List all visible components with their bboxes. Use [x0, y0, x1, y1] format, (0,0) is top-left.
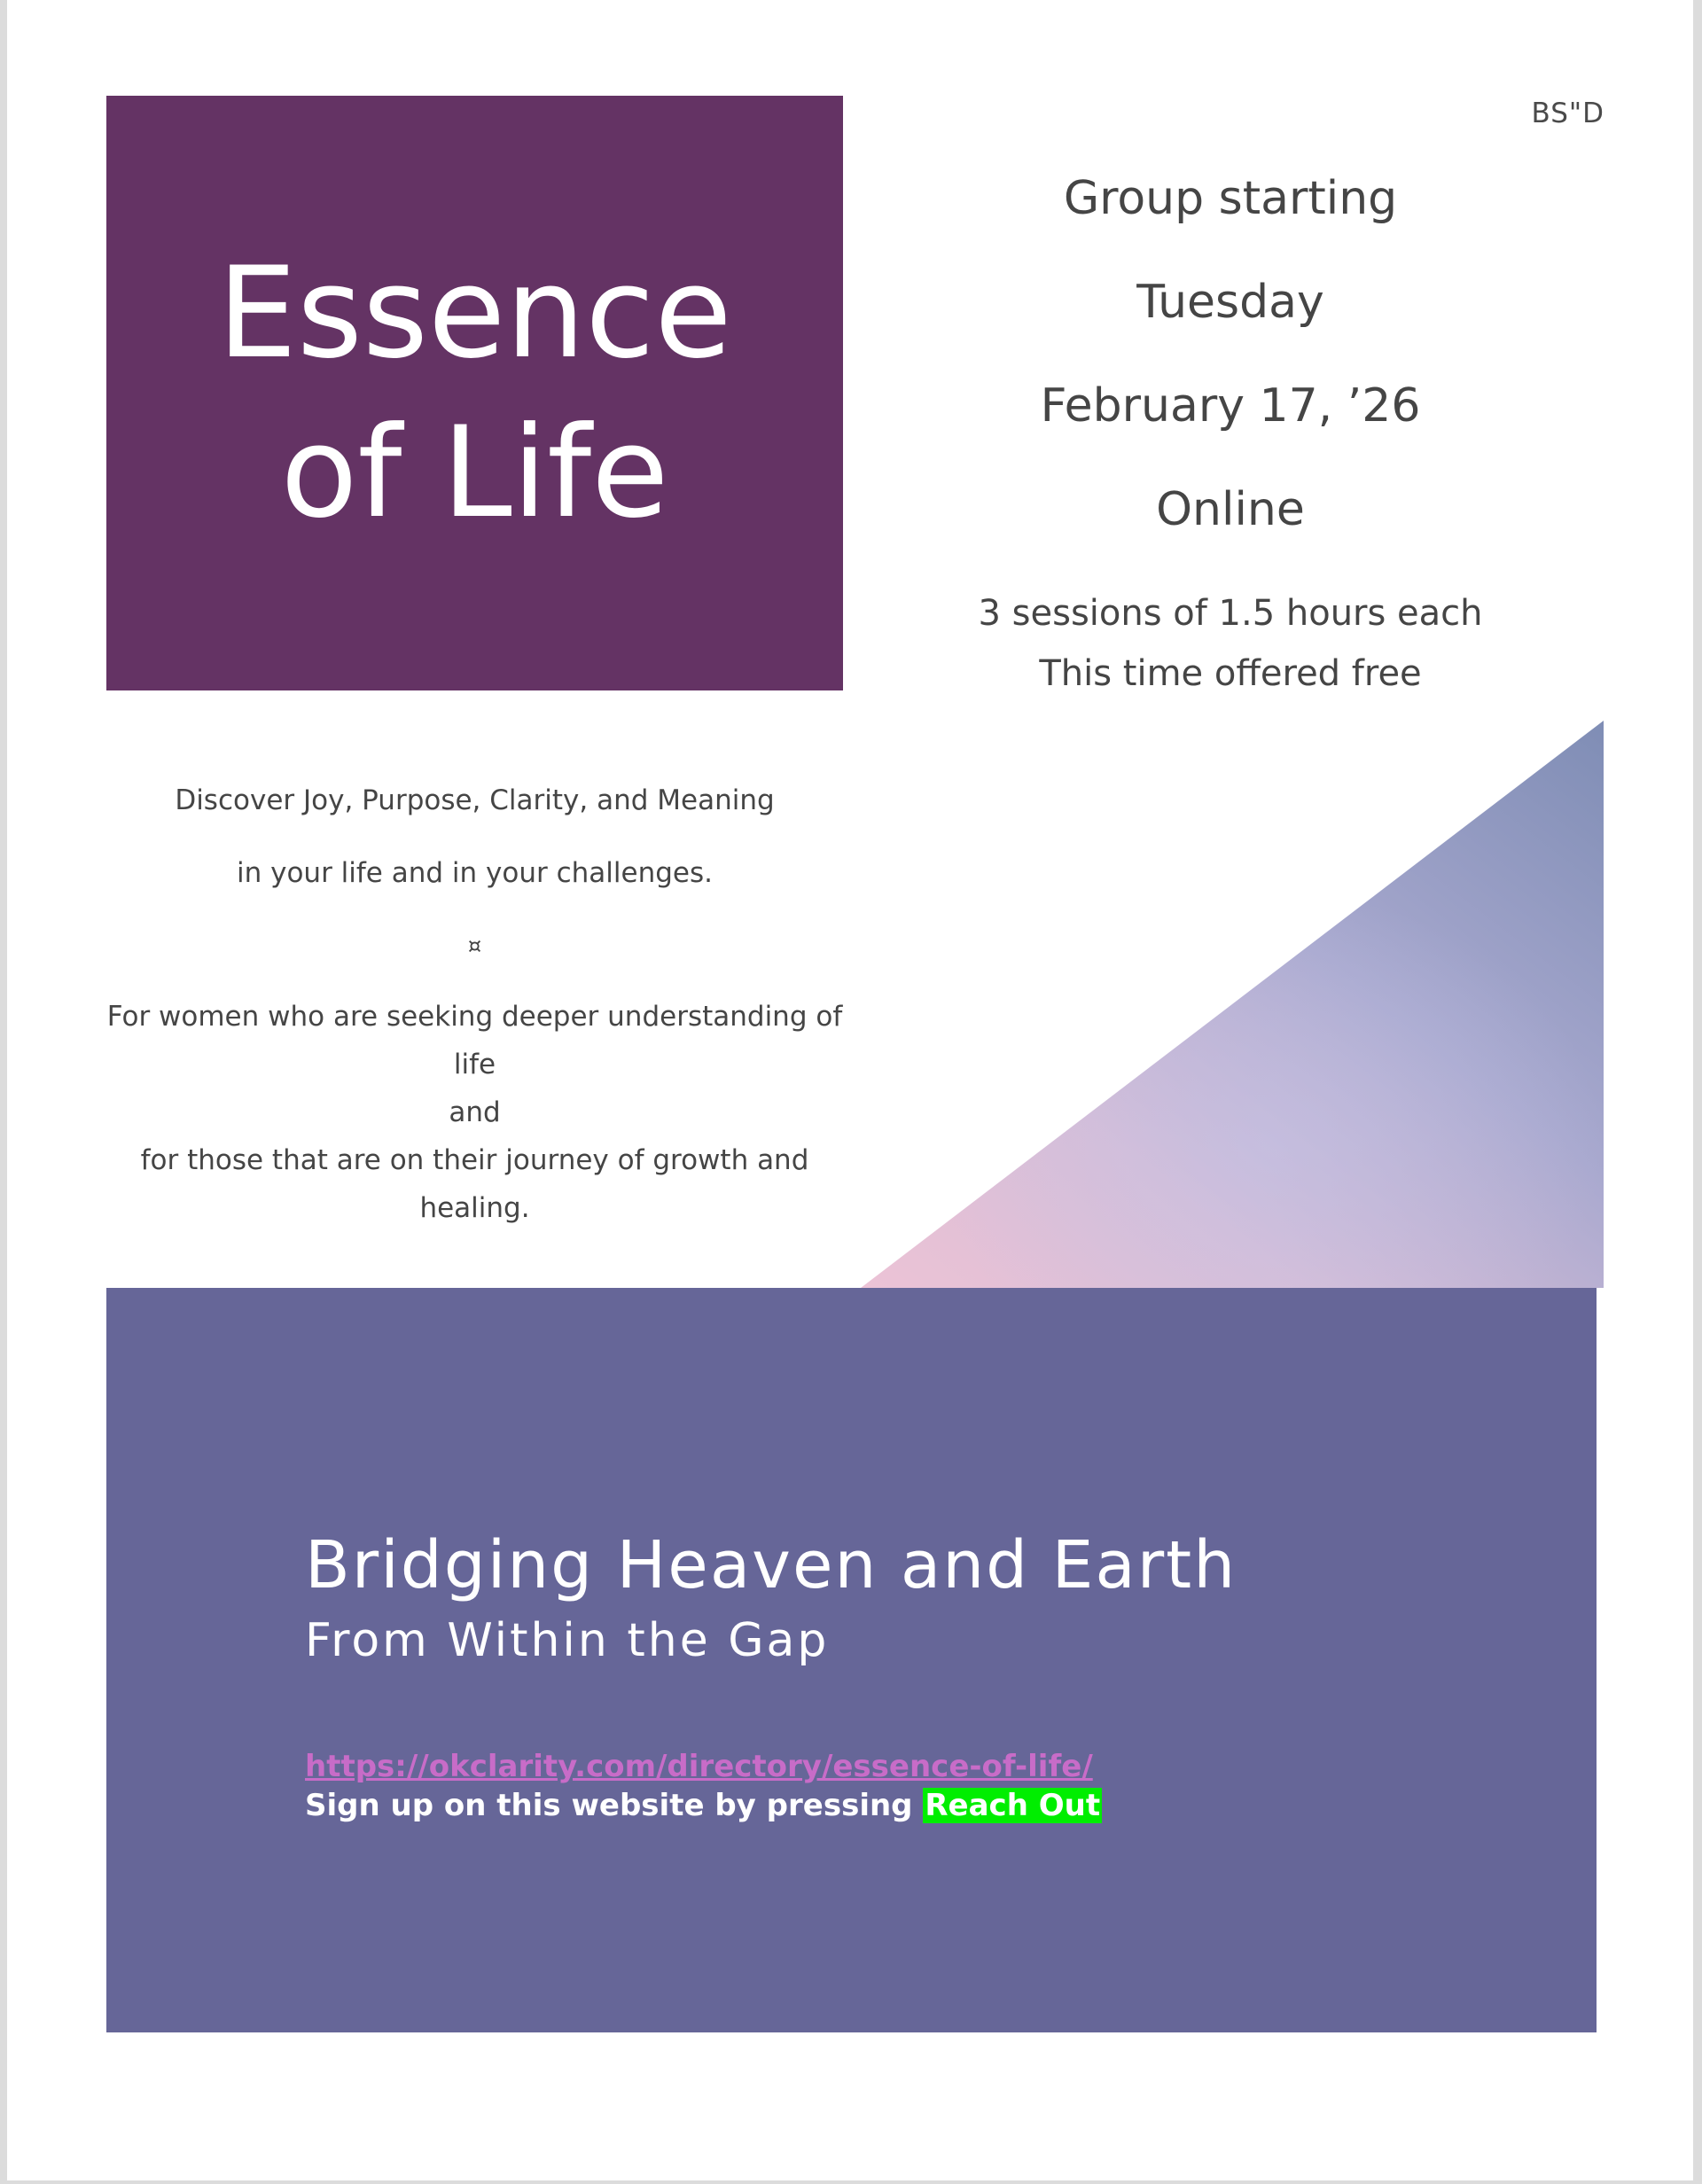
description-line-1: Discover Joy, Purpose, Clarity, and Meaning — [175, 784, 775, 816]
signup-text: Sign up on this website by pressing — [305, 1788, 924, 1823]
info-date: February 17, ’26 — [1040, 379, 1421, 433]
separator-symbol: ¤ — [467, 933, 482, 958]
signup-instructions — [305, 1788, 1102, 1823]
event-info — [947, 163, 1514, 704]
audience-line-1: For women who are seeking deeper understanding of life — [106, 1001, 843, 1080]
reach-out-highlight: Reach Out — [925, 1788, 1101, 1823]
page-title: Essence of Life — [217, 239, 732, 546]
decorative-triangle — [861, 721, 1604, 1288]
audience-line-3: for those that are on their journey of growth and healing. — [140, 1144, 809, 1224]
website-link[interactable]: https://okclarity.com/directory/essence-of-life/ — [305, 1749, 1093, 1784]
info-location: Online — [1156, 483, 1305, 536]
bsd-mark: BS"D — [1531, 98, 1604, 129]
banner-subtitle: From Within the Gap — [305, 1614, 830, 1667]
audience-text — [106, 993, 843, 1232]
bottom-banner — [106, 1288, 1597, 2032]
description-line-2: in your life and in your challenges. — [237, 857, 713, 889]
info-group-starting: Group starting — [1063, 172, 1398, 225]
info-day: Tuesday — [1136, 276, 1324, 329]
info-price: This time offered free — [1039, 653, 1422, 694]
info-sessions: 3 sessions of 1.5 hours each — [978, 593, 1483, 634]
banner-title: Bridging Heaven and Earth — [305, 1527, 1237, 1603]
document-page — [7, 0, 1693, 2180]
title-box — [106, 96, 843, 690]
audience-line-2: and — [449, 1096, 501, 1128]
description — [106, 778, 843, 1232]
